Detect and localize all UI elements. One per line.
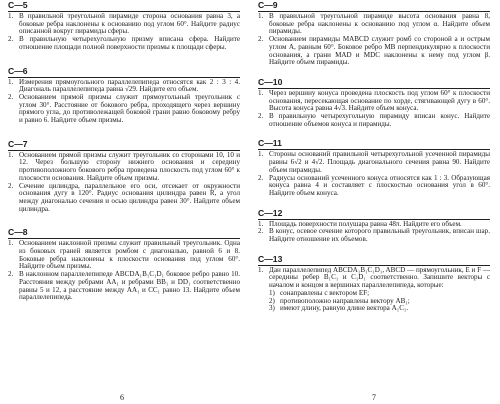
section-title: C—5: [8, 0, 240, 12]
problem-text: Измерения прямоугольного параллелепипеда относятся как 2 : 3 : 4. Диагональ параллелепипеда равна √29. Найдите его объем.: [19, 77, 240, 94]
section-title: C—11: [258, 138, 490, 150]
problem-text: Основанием наклонной призмы служит правильный треугольник. Одна из боковых граней является ромбом с диагональю, равной 6 и 8. Боковые ребра наклонены к плоскости основания под углом 60°. Найдите объем призмы.: [19, 239, 240, 271]
subproblem-text: противоположно направлены вектору AB₁;: [280, 296, 410, 305]
problem-text: Основанием пирамиды MABCD служит ромб со стороной a и острым углом A, равным 60°. Боковое ребро MB перпендикулярно к плоскости основания, а грани MAD и MDC наклонены к нему под углом β. Найдите объем пирамиды.: [269, 35, 490, 67]
problem-item: [8, 36, 240, 51]
section-c12: [258, 208, 490, 244]
problem-text: Основанием прямой призмы служит прямоугольный треугольник с углом 30°. Расстояние от бокового ребра, проходящего через вершину прямого угла, до противолежащей боковой грани равно боковому ребру и равно 6. Найдите объем призмы.: [19, 92, 240, 125]
problem-number: 2.: [258, 112, 264, 121]
problem-text: Сечение цилиндра, параллельное его оси, отсекает от окружности основания дугу в 120°. Радиус основания цилиндра равен R, а угол между диагональю сечения и осью цилиндра равен 30°. Найдите объем цилиндра.: [19, 181, 240, 213]
problem-item: [8, 152, 240, 183]
problem-number: 1.: [8, 239, 14, 248]
problem-number: 1.: [258, 150, 264, 159]
problem-item: [8, 183, 240, 214]
section-title: C—6: [8, 66, 240, 78]
problem-text: Площадь поверхности полушара равна 48π. Найдите его объем.: [269, 219, 462, 228]
problem-text: В правильной треугольной пирамиде высота основания равна 8, боковые ребра наклонены к основанию под углом α. Найдите объем пирамиды.: [269, 12, 490, 36]
section-title: C—9: [258, 0, 490, 12]
section-title: C—12: [258, 208, 490, 220]
section-title: C—13: [258, 254, 490, 266]
subproblem-text: имеют длину, равную длине вектора A₁C₁.: [280, 304, 409, 313]
subproblem-number: 1): [269, 288, 275, 297]
problem-text: Дан параллелепипед ABCDA₁B₁C₁D₁, ABCD — прямоугольник, E и F — середины ребер B₁C₁ и C₁D₁ соответственно. Запишите векторы с началом и концом в вершинах параллелепипеда, которые:: [269, 265, 490, 290]
problem-number: 2.: [8, 181, 14, 190]
problem-number: 1.: [8, 150, 14, 159]
problem-item: [258, 175, 490, 198]
problem-item: [258, 113, 490, 128]
page-number-left: 6: [120, 393, 124, 402]
problem-number: 1.: [258, 12, 264, 20]
subproblem-number: 3): [269, 304, 275, 313]
subproblem-text: сонаправлены с вектором EF;: [280, 288, 370, 297]
problem-number: 1.: [8, 12, 14, 20]
problem-text: В наклонном параллелепипеде ABCDA₁B₁C₁D₁ боковое ребро равно 10. Расстояния между ребрами AA₁ и ребрами BB₁ и DD₁ соответственно равны 5 и 12, а расстояние между AA₁ и CC₁ равно 13. Найдите объем параллелепипеда.: [19, 270, 240, 302]
problem-item: [258, 228, 490, 243]
problem-number: 2.: [258, 227, 264, 236]
problem-number: 2.: [8, 92, 14, 101]
problem-number: 2.: [258, 35, 264, 44]
section-c8: [8, 227, 240, 302]
problem-item: [8, 271, 240, 302]
problem-number: 2.: [258, 173, 264, 182]
problem-text: Основанием прямой призмы служит треугольник со сторонами 10, 10 и 12. Через большую сторону нижнего основания и середину противоположного бокового ребра проведена плоскость под углом 60° к плоскости основания. Найдите объем призмы.: [19, 150, 240, 182]
problem-item: [8, 94, 240, 125]
problem-text: В правильной треугольной пирамиде сторона основания равна 3, а боковые ребра наклонены к основанию под углом 60°. Найдите радиус описанной вокруг пирамиды сферы.: [19, 12, 240, 36]
problem-item: [8, 79, 240, 94]
problem-text: В конус, осевое сечение которого правильный треугольник, вписан шар. Найдите отношение их объемов.: [269, 227, 490, 244]
page-number-right: 7: [372, 393, 376, 402]
problem-text: Через вершину конуса проведена плоскость под углом 60° к плоскости основания, пересекающая основание по хорде, стягивающей дугу в 60°. Высота конуса равна 4√3. Найдите объем конуса.: [269, 88, 490, 113]
subproblem-item: [258, 305, 490, 313]
section-title: C—8: [8, 227, 240, 239]
problem-number: 2.: [8, 35, 14, 44]
section-title: C—7: [8, 139, 240, 151]
section-c11: [258, 138, 490, 197]
problem-item: [258, 13, 490, 36]
problem-item: [258, 267, 490, 290]
section-title: C—10: [258, 77, 490, 89]
section-c13: [258, 254, 490, 313]
problem-number: 1.: [258, 88, 264, 97]
left-page: [8, 0, 240, 302]
problem-number: 1.: [258, 265, 264, 274]
problem-text: В правильную четырехугольную пирамиду вписан конус. Найдите отношение объемов конуса и пирамиды.: [269, 112, 490, 128]
problem-number: 1.: [8, 77, 14, 86]
problem-number: 2.: [8, 270, 14, 279]
section-c7: [8, 139, 240, 214]
right-page: [258, 0, 490, 313]
problem-text: В правильную четырехугольную призму вписана сфера. Найдите отношение площади полной поверхности призмы к площади сферы.: [19, 35, 240, 51]
section-c10: [258, 77, 490, 129]
problem-item: [258, 36, 490, 67]
subproblem-number: 2): [269, 296, 275, 305]
problem-item: [258, 90, 490, 113]
problem-text: Радиусы оснований усеченного конуса относятся как 1 : 3. Образующая конуса равна 4 и составляет с плоскостью основания угол в 60°. Найдите объем конуса.: [269, 173, 490, 197]
problem-item: [8, 13, 240, 36]
problem-number: 1.: [258, 219, 264, 228]
section-c9: [258, 0, 490, 67]
section-c6: [8, 66, 240, 125]
section-c5: [8, 0, 240, 52]
problem-item: [8, 240, 240, 271]
problem-item: [258, 151, 490, 174]
problem-text: Стороны оснований правильной четырехугольной усеченной пирамиды равны 6√2 и 4√2. Площадь диагонального сечения равна 90. Найдите объем пирамиды.: [269, 150, 490, 174]
